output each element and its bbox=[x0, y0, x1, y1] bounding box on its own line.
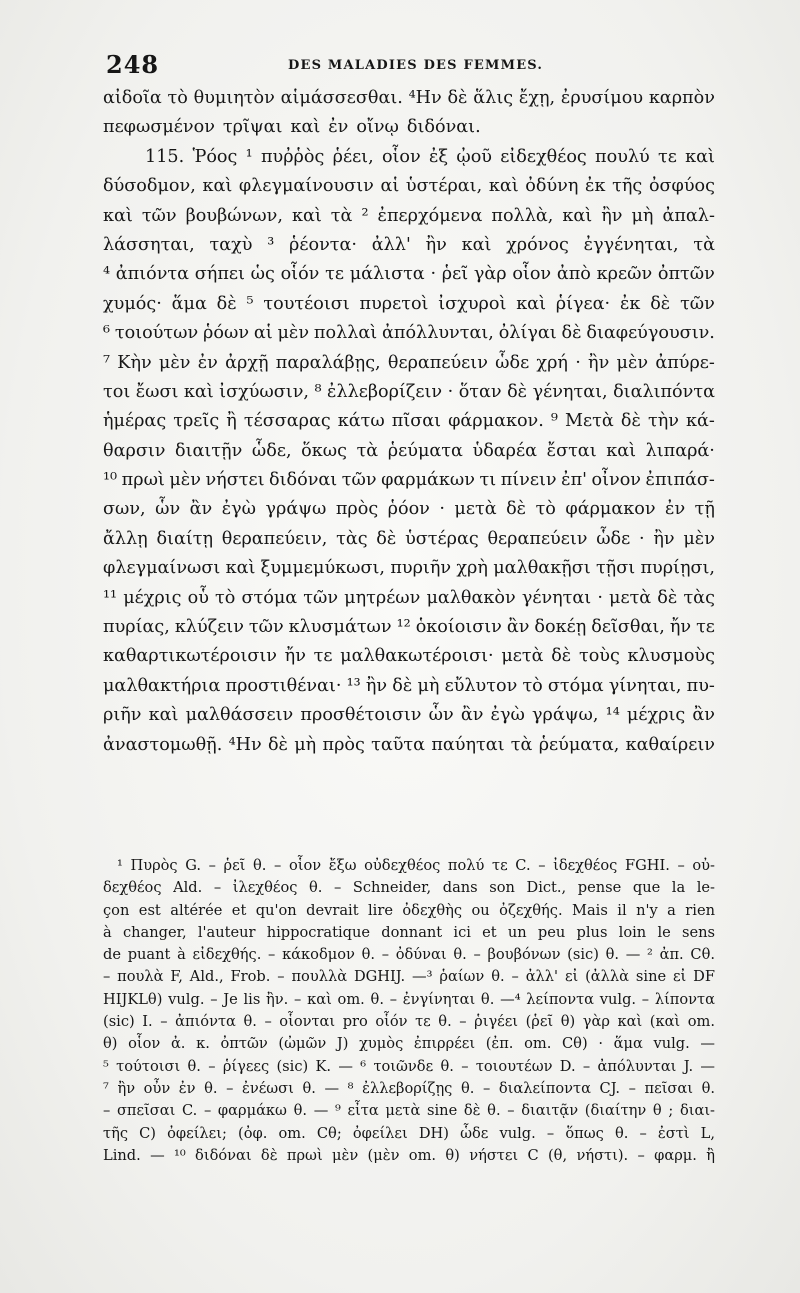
text-line bbox=[103, 113, 715, 142]
word: · bbox=[639, 528, 645, 549]
word: ᾠοῦ bbox=[456, 146, 492, 167]
word: μαλθακτήρια bbox=[103, 675, 221, 696]
word: φλεγμαίνωσι bbox=[103, 558, 221, 579]
word: ὀπτῶν bbox=[657, 264, 715, 285]
word: ⁴ bbox=[103, 264, 111, 285]
word: ⁴Ην bbox=[408, 88, 442, 108]
word: ἅμα bbox=[171, 293, 207, 314]
word: στόμα bbox=[241, 587, 298, 608]
word: ¹³ bbox=[346, 675, 361, 696]
word: ἀρχῇ bbox=[225, 352, 269, 373]
word: πυῤῥὸς bbox=[260, 146, 325, 167]
word: κά- bbox=[686, 411, 715, 432]
word: πεφωσμένον bbox=[103, 117, 215, 138]
word: ὑδαρέα bbox=[472, 440, 538, 461]
word: οὗ bbox=[187, 587, 209, 608]
word: ἔσται bbox=[546, 440, 597, 461]
word: κρεῶν bbox=[596, 264, 653, 285]
word: διαίτῃ bbox=[156, 528, 214, 549]
word: νήστει bbox=[205, 470, 265, 491]
word: θεραπεύειν bbox=[387, 352, 488, 373]
word: εὔλυτον bbox=[444, 675, 518, 696]
word: τε bbox=[313, 646, 333, 667]
footnote-line: ⁵ τούτοισι θ. – ῥίγεες (sic) K. — ⁶ τοιῶνδε θ. – τοιουτέων D. – ἀπόλυνται J. — bbox=[103, 1057, 715, 1075]
word: ῥίγεα· bbox=[555, 293, 611, 314]
word: ἐπιπάσ- bbox=[645, 470, 715, 491]
word: ὡς bbox=[250, 264, 275, 285]
word: ¹ bbox=[245, 146, 253, 167]
word: μὲν bbox=[616, 352, 649, 373]
word: ἐλλεβορίζειν bbox=[327, 381, 443, 402]
word: ἢν bbox=[365, 675, 388, 696]
word: γράψω, bbox=[532, 705, 599, 726]
word: ἰσχυροὶ bbox=[438, 293, 507, 314]
word: στόμα bbox=[547, 675, 604, 696]
word: ὑστέραι, bbox=[405, 176, 483, 197]
word: ἀπὸ bbox=[556, 264, 591, 285]
word: ἐν bbox=[328, 117, 349, 138]
word: δεῖσθαι, bbox=[591, 617, 665, 638]
word: δὲ bbox=[216, 293, 237, 314]
text-line bbox=[103, 378, 715, 407]
word: κλυσμάτων bbox=[288, 617, 392, 638]
word: τρεῖς bbox=[173, 411, 220, 432]
word: ξυμμεμύκωσι, bbox=[260, 558, 386, 579]
word: δὲ bbox=[447, 88, 468, 108]
word: τὰ bbox=[693, 234, 715, 255]
word: θεραπεύειν bbox=[487, 528, 588, 549]
word: ἤν bbox=[669, 617, 692, 638]
word: · bbox=[597, 587, 603, 608]
word: τοὺς bbox=[578, 646, 620, 667]
word: πολλαὶ bbox=[313, 323, 378, 344]
word: τῶν bbox=[248, 617, 284, 638]
word: τὴν bbox=[647, 411, 679, 432]
word: τὸ bbox=[167, 88, 188, 108]
word: χρή bbox=[536, 352, 568, 373]
word: αἰδοῖα bbox=[103, 88, 162, 108]
word: τῇ bbox=[694, 499, 715, 520]
word: δὲ bbox=[506, 499, 527, 520]
word: ἂν bbox=[692, 705, 715, 726]
word: πυρίῃσι, bbox=[640, 558, 715, 579]
word: σων, bbox=[103, 499, 146, 520]
word: ¹¹ bbox=[103, 587, 118, 608]
word: ³ bbox=[267, 234, 275, 255]
word: τὰ bbox=[356, 440, 379, 461]
word: τουτέοισι bbox=[263, 293, 350, 314]
word: διαιτῇν bbox=[175, 440, 243, 461]
text-line bbox=[103, 407, 715, 436]
word: κλυσμοὺς bbox=[627, 646, 715, 667]
word: ἄλλῃ bbox=[103, 528, 148, 549]
text-line bbox=[103, 642, 715, 671]
word: καὶ bbox=[225, 558, 256, 579]
word: βουβώνων, bbox=[185, 205, 283, 226]
word: ὁκοίοισιν bbox=[415, 617, 502, 638]
word: θαρσιν bbox=[103, 440, 166, 461]
word: μητρέων bbox=[344, 587, 421, 608]
word: ταχὺ bbox=[209, 234, 253, 255]
word: τρῖψαι bbox=[222, 117, 283, 138]
word: τοι bbox=[103, 381, 131, 402]
word: δὲ bbox=[392, 675, 413, 696]
word: μὲν bbox=[158, 352, 191, 373]
word: τὰς bbox=[683, 587, 715, 608]
word: τῶν bbox=[141, 205, 177, 226]
word: ἐξ bbox=[428, 146, 449, 167]
footnote-line: θ) οἷον ἀ. κ. ὀπτῶν (ὠμῶν J) χυμὸς ἐπιρρέει (ἐπ. om. Cθ) · ἅμα vulg. — bbox=[103, 1035, 715, 1053]
word: ἢ bbox=[226, 411, 237, 432]
word: ἐν bbox=[197, 352, 218, 373]
text-line bbox=[103, 290, 715, 319]
word: αἱ bbox=[380, 176, 400, 197]
word: καὶ bbox=[291, 205, 322, 226]
word: σήπει bbox=[194, 264, 245, 285]
footnote-line: – πουλὰ F, Ald., Frob. – πουλλὰ DGHIJ. —³ ῥαίων θ. – ἀλλ' εἰ (ἀλλὰ sine εἰ DF bbox=[103, 968, 715, 986]
word: λάσσηται, bbox=[103, 234, 195, 255]
word: καθαίρειν bbox=[625, 734, 715, 755]
word: · bbox=[575, 352, 581, 373]
footnote-line: HIJKLθ) vulg. – Je lis ἢν. – καὶ om. θ. – ἐνγίνηται θ. —⁴ λείποντα vulg. – λίποντα bbox=[103, 990, 715, 1008]
word: ἀλλ' bbox=[371, 234, 411, 255]
word: ἀπαλ- bbox=[662, 205, 715, 226]
word: ⁹ bbox=[550, 411, 558, 432]
word: πρὸς bbox=[322, 734, 365, 755]
word: τὸ bbox=[522, 675, 543, 696]
word: ¹⁴ bbox=[605, 705, 620, 726]
word: καρπὸν bbox=[648, 88, 715, 108]
word: καθαρτικωτέροισιν bbox=[103, 646, 277, 667]
word: Ῥόος bbox=[192, 146, 238, 167]
word: · bbox=[439, 499, 445, 520]
word: ἂν bbox=[189, 499, 213, 520]
word: μετὰ bbox=[501, 646, 544, 667]
word: Μετὰ bbox=[565, 411, 614, 432]
word: καὶ bbox=[461, 234, 492, 255]
text-line bbox=[103, 231, 715, 260]
word: τὰς bbox=[336, 528, 368, 549]
word: διαλιπόντα bbox=[613, 381, 715, 402]
word: ἐρυσίμου bbox=[560, 88, 644, 108]
word: ἀπόλλυνται, bbox=[382, 323, 494, 344]
word: μαλθακὸν bbox=[426, 587, 516, 608]
word: φαρμάκων bbox=[381, 470, 475, 491]
word: αἱ bbox=[253, 323, 273, 344]
text-line bbox=[103, 437, 715, 466]
word: ἂν bbox=[506, 617, 530, 638]
word: παραλάβῃς, bbox=[275, 352, 381, 373]
word: δὲ bbox=[561, 323, 582, 344]
word: φλεγμαίνουσιν bbox=[238, 176, 374, 197]
word: δὲ bbox=[657, 587, 678, 608]
word: μάλιστα bbox=[349, 264, 425, 285]
word: λιπαρά· bbox=[645, 440, 715, 461]
word: πυ- bbox=[686, 675, 715, 696]
text-line bbox=[103, 613, 715, 642]
word: μὴ bbox=[417, 675, 440, 696]
word: καὶ bbox=[488, 176, 519, 197]
word: μέχρις bbox=[123, 587, 182, 608]
word: ἔχῃ, bbox=[518, 88, 556, 108]
word: ἢν bbox=[588, 352, 610, 373]
word: μετὰ bbox=[609, 587, 652, 608]
word: τῶν bbox=[341, 470, 377, 491]
word: πολλὰ, bbox=[491, 205, 554, 226]
word: ὧδε, bbox=[251, 440, 292, 461]
text-line bbox=[103, 495, 715, 524]
word: ὧδε bbox=[495, 352, 530, 373]
word: μὲν bbox=[683, 528, 715, 549]
word: παύηται bbox=[431, 734, 505, 755]
word: μέχρις bbox=[626, 705, 686, 726]
word: ῥόον bbox=[387, 499, 430, 520]
text-line bbox=[103, 84, 715, 113]
text-line bbox=[103, 701, 715, 730]
footnote-line: Lind. — ¹⁰ διδόναι δὲ πρωὶ μὲν (μὲν om. θ) νήστει C (θ, νήστι). – φαρμ. ἢ bbox=[103, 1146, 715, 1164]
word: ἐν bbox=[665, 499, 686, 520]
word: μαλθακωτέροισι· bbox=[340, 646, 494, 667]
word: κλύζειν bbox=[174, 617, 244, 638]
word: · bbox=[447, 381, 454, 402]
text-line bbox=[103, 143, 715, 172]
word: τι bbox=[479, 470, 497, 491]
word: πῖσαι bbox=[391, 411, 442, 432]
text-line bbox=[103, 554, 715, 583]
word: ἀναστομωθῇ. bbox=[103, 734, 223, 755]
text-line bbox=[103, 584, 715, 613]
word: ἔωσι bbox=[135, 381, 179, 402]
word: οἷον bbox=[381, 146, 421, 167]
text-line bbox=[103, 731, 715, 760]
footnote-line: δεχθέος Ald. – ἰλεχθέος θ. – Schneider, dans son Dict., pense que la le- bbox=[103, 879, 715, 897]
word: πυρίας, bbox=[103, 617, 170, 638]
word: τὸ bbox=[215, 587, 236, 608]
word: τῇσι bbox=[595, 558, 636, 579]
word: τε bbox=[325, 264, 344, 285]
word: τῶν bbox=[680, 293, 715, 314]
word: πίνειν bbox=[500, 470, 557, 491]
footnote-line: – σπεῖσαι C. – φαρμάκω θ. — ⁹ εἶτα μετὰ sine δὲ θ. – διαιτᾷν (διαίτην θ ; διαι- bbox=[103, 1102, 715, 1120]
word: δύσοδμον, bbox=[103, 176, 196, 197]
word: · bbox=[430, 264, 437, 285]
word: ἐκ bbox=[619, 293, 641, 314]
page-number: 248 bbox=[106, 50, 160, 79]
word: ὧδε bbox=[596, 528, 631, 549]
text-line bbox=[103, 466, 715, 495]
word: αἱμάσσεσθαι. bbox=[280, 88, 403, 108]
footnote-line: à changer, l'auteur hippocratique donnant ici et un peu plus loin le sens bbox=[103, 923, 715, 941]
word: ἀπύρε- bbox=[655, 352, 715, 373]
word: τῆς bbox=[612, 176, 643, 197]
footnote-line: ¹ Πυρὸς G. – ῥεῖ θ. – οἷον ἔξω οὐδεχθέος πολύ τε C. – ἰδεχθέος FGHI. – οὐ- bbox=[117, 857, 715, 874]
footnotes-block bbox=[103, 855, 715, 1167]
word: ὅκως bbox=[301, 440, 347, 461]
word: Κὴν bbox=[117, 352, 152, 373]
word: δοκέῃ bbox=[534, 617, 587, 638]
word: ⁷ bbox=[103, 352, 111, 373]
word: γράψω bbox=[265, 499, 327, 520]
word: ἐγὼ bbox=[221, 499, 256, 520]
word: φάρμακον. bbox=[448, 411, 544, 432]
word: ἤν bbox=[284, 646, 306, 667]
word: ⁸ bbox=[314, 381, 322, 402]
word: θυμιητὸν bbox=[193, 88, 275, 108]
word: καὶ bbox=[183, 381, 214, 402]
main-text-block bbox=[103, 84, 715, 760]
word: ὧν bbox=[428, 705, 454, 726]
word: τέσσαρας bbox=[243, 411, 331, 432]
footnote-line: çon est altérée et qu'on devrait lire ὀδεχθὴς ou ὀζεχθής. Mais il n'y a rien bbox=[103, 901, 715, 919]
word: ἢν bbox=[601, 205, 623, 226]
word: μὲν bbox=[277, 323, 310, 344]
word: μὲν bbox=[169, 470, 201, 491]
word: ἡμέρας bbox=[103, 411, 167, 432]
word: ῥεύματα bbox=[387, 440, 463, 461]
word: τῶν bbox=[303, 587, 339, 608]
word: ῥεῖ bbox=[441, 264, 469, 285]
word: τε bbox=[696, 617, 715, 638]
word: ἅλις bbox=[473, 88, 514, 108]
word: γένηται, bbox=[532, 381, 608, 402]
word: ἀπιόντα bbox=[115, 264, 190, 285]
text-line bbox=[103, 202, 715, 231]
word: ὑστέρας bbox=[405, 528, 479, 549]
word: ⁶ bbox=[103, 323, 111, 344]
footnote-line: τῆς C) ὀφείλει; (ὀφ. om. Cθ; ὀφείλει DH) ὧδε vulg. – ὅπως θ. – ἐστὶ L, bbox=[103, 1124, 715, 1142]
text-line bbox=[103, 672, 715, 701]
page-header bbox=[102, 50, 715, 82]
word: πουλύ bbox=[595, 146, 650, 167]
word: ² bbox=[361, 205, 369, 226]
word: δὲ bbox=[267, 734, 288, 755]
word: ¹⁰ bbox=[103, 470, 118, 491]
word: οἴνῳ bbox=[356, 117, 399, 138]
word: ἐπ' bbox=[561, 470, 587, 491]
word: τὰ bbox=[510, 734, 533, 755]
word: μετὰ bbox=[454, 499, 497, 520]
footnote-line: ⁷ ἢν οὖν ἐν θ. – ἐνέωσι θ. — ⁸ ἐλλεβορίζῃς θ. – διαλείποντα CJ. – πεῖσαι θ. bbox=[103, 1079, 715, 1097]
word: εἰδεχθέος bbox=[500, 146, 587, 167]
word: πρὸς bbox=[335, 499, 379, 520]
word: τὸ bbox=[535, 499, 556, 520]
word: προσθέτοισιν bbox=[300, 705, 422, 726]
text-line bbox=[103, 172, 715, 201]
word: πυριῆν bbox=[390, 558, 452, 579]
word: χρὴ bbox=[456, 558, 488, 579]
word: καὶ bbox=[562, 205, 593, 226]
word: ὀλίγαι bbox=[498, 323, 557, 344]
word: μὴ bbox=[631, 205, 654, 226]
word: χρόνος bbox=[506, 234, 569, 255]
word: 115. bbox=[145, 146, 185, 167]
word: ῥέοντα· bbox=[289, 234, 357, 255]
word: ἰσχύωσιν, bbox=[219, 381, 309, 402]
word: τοιούτων bbox=[114, 323, 199, 344]
word: ὧν bbox=[155, 499, 181, 520]
word: καὶ bbox=[202, 176, 233, 197]
word: δὲ bbox=[507, 381, 528, 402]
word: καὶ bbox=[606, 440, 636, 461]
word: δὲ bbox=[620, 411, 641, 432]
running-title: DES MALADIES DES FEMMES. bbox=[288, 58, 544, 73]
word: ταῦτα bbox=[371, 734, 426, 755]
word: ἢν bbox=[653, 528, 675, 549]
footnote-line: (sic) I. – ἀπιόντα θ. – οἷονται pro οἷόν τε θ. – ῥιγέει (ῥεῖ θ) γὰρ καὶ (καὶ om. bbox=[103, 1013, 715, 1031]
word: γίνηται, bbox=[608, 675, 682, 696]
word: δὲ bbox=[650, 293, 671, 314]
word: τε bbox=[658, 146, 677, 167]
word: γένηται bbox=[521, 587, 592, 608]
word: μαλθακῇσι bbox=[493, 558, 591, 579]
word: χυμός· bbox=[103, 293, 162, 314]
word: ⁵ bbox=[246, 293, 254, 314]
footnote-line: de puant à εἰδεχθής. – κάκοδμον θ. – ὀδύναι θ. – βουβόνων (sic) θ. — ² ἀπ. Cθ. bbox=[103, 946, 715, 964]
word: καὶ bbox=[516, 293, 546, 314]
word: θεραπεύειν, bbox=[221, 528, 328, 549]
word: ὅταν bbox=[458, 381, 502, 402]
word: ¹² bbox=[396, 617, 411, 638]
word: διδόναι bbox=[269, 470, 338, 491]
word: δὲ bbox=[551, 646, 572, 667]
word: κάτω bbox=[337, 411, 385, 432]
word: οἶνον bbox=[591, 470, 641, 491]
word: πρωὶ bbox=[121, 470, 165, 491]
word: οἷόν bbox=[280, 264, 320, 285]
word: ῥέει, bbox=[332, 146, 374, 167]
word: μαλθάσσειν bbox=[185, 705, 294, 726]
word: τὰ bbox=[330, 205, 353, 226]
word: ῥόων bbox=[203, 323, 250, 344]
word: καὶ bbox=[148, 705, 179, 726]
word: ῥεύματα, bbox=[538, 734, 620, 755]
word: ἐπερχόμενα bbox=[377, 205, 483, 226]
word: ἐκ bbox=[585, 176, 606, 197]
text-line bbox=[103, 319, 715, 348]
word: καὶ bbox=[103, 205, 133, 226]
word: διαφεύγουσιν. bbox=[586, 323, 715, 344]
word: ὀδύνη bbox=[525, 176, 579, 197]
word: ἐγγένηται, bbox=[583, 234, 679, 255]
word: ἢν bbox=[425, 234, 447, 255]
text-line bbox=[103, 525, 715, 554]
word: καὶ bbox=[685, 146, 715, 167]
word: ἐγὼ bbox=[490, 705, 525, 726]
word: διδόναι. bbox=[406, 117, 481, 138]
word: ⁴Ην bbox=[228, 734, 262, 755]
word: οἷον bbox=[512, 264, 552, 285]
word: φάρμακον bbox=[565, 499, 656, 520]
text-line bbox=[103, 260, 715, 289]
word: γὰρ bbox=[473, 264, 507, 285]
word: μὴ bbox=[294, 734, 317, 755]
word: ὀσφύος bbox=[648, 176, 715, 197]
word: ἂν bbox=[460, 705, 484, 726]
word: δὲ bbox=[376, 528, 397, 549]
word: καὶ bbox=[290, 117, 321, 138]
word: ριῆν bbox=[103, 705, 142, 726]
word: προστιθέναι· bbox=[225, 675, 342, 696]
word: πυρετοὶ bbox=[359, 293, 429, 314]
text-line bbox=[103, 349, 715, 378]
